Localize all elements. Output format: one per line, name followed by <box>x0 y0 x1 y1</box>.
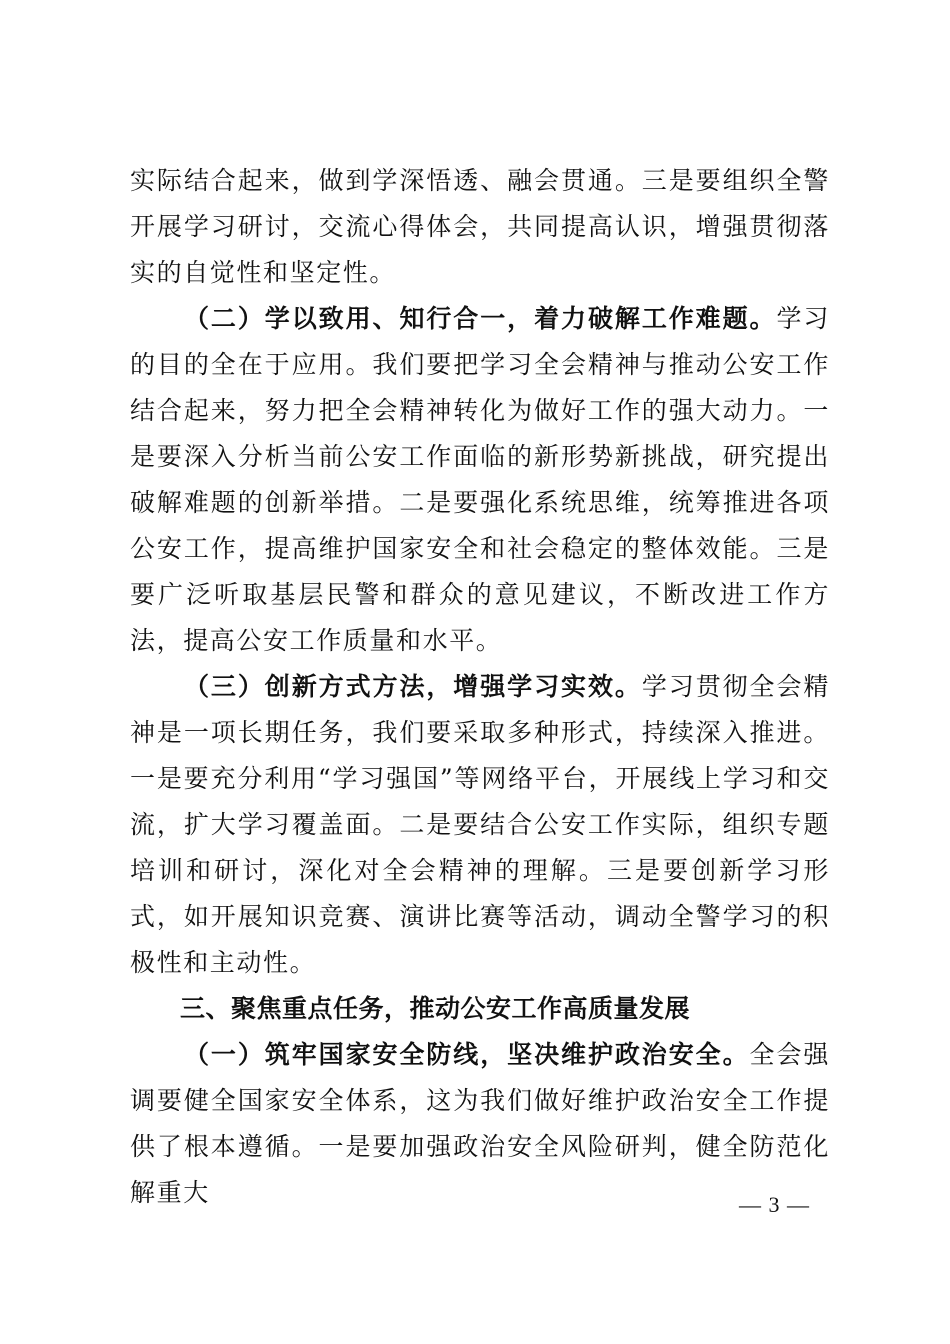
paragraph-text: 全会强调要健全国家安全体系，这为我们做好维护政治安全工作提供了根本遵循。一是要加强政治安全风险研判，健全防范化解重大 <box>130 1040 830 1207</box>
section-heading: 三、聚焦重点任务，推动公安工作高质量发展 <box>180 994 691 1023</box>
paragraph-continuation <box>130 158 830 296</box>
page-number: — 3 — <box>739 1192 810 1217</box>
paragraph-learn-apply <box>130 296 830 664</box>
paragraph-lead: （一）筑牢国家安全防线，坚决维护政治安全。 <box>184 1040 750 1069</box>
document-body <box>130 158 830 1216</box>
paragraph-national-security <box>130 1032 830 1216</box>
paragraph-innovate-methods <box>130 664 830 986</box>
paragraph-lead: （三）创新方式方法，增强学习实效。 <box>184 672 642 701</box>
paragraph-text: 实际结合起来，做到学深悟透、融会贯通。三是要组织全警开展学习研讨，交流心得体会，共同提高认识，增强贯彻落实的自觉性和坚定性。 <box>130 166 830 287</box>
paragraph-text: 学习贯彻全会精神是一项长期任务，我们要采取多种形式，持续深入推进。一是要充分利用“学习强国”等网络平台，开展线上学习和交流，扩大学习覆盖面。二是要结合公安工作实际，组织专题培训和研讨，深化对全会精神的理解。三是要创新学习形式，如开展知识竞赛、演讲比赛等活动，调动全警学习的积极性和主动性。 <box>130 672 831 977</box>
paragraph-text: 学习的目的全在于应用。我们要把学习全会精神与推动公安工作结合起来，努力把全会精神转化为做好工作的强大动力。一是要深入分析当前公安工作面临的新形势新挑战，研究提出破解难题的创新举措。二是要强化系统思维，统筹推进各项公安工作，提高维护国家安全和社会稳定的整体效能。三是要广泛听取基层民警和群众的意见建议，不断改进工作方法，提高公安工作质量和水平。 <box>130 304 830 655</box>
paragraph-lead: （二）学以致用、知行合一，着力破解工作难题。 <box>184 304 777 333</box>
